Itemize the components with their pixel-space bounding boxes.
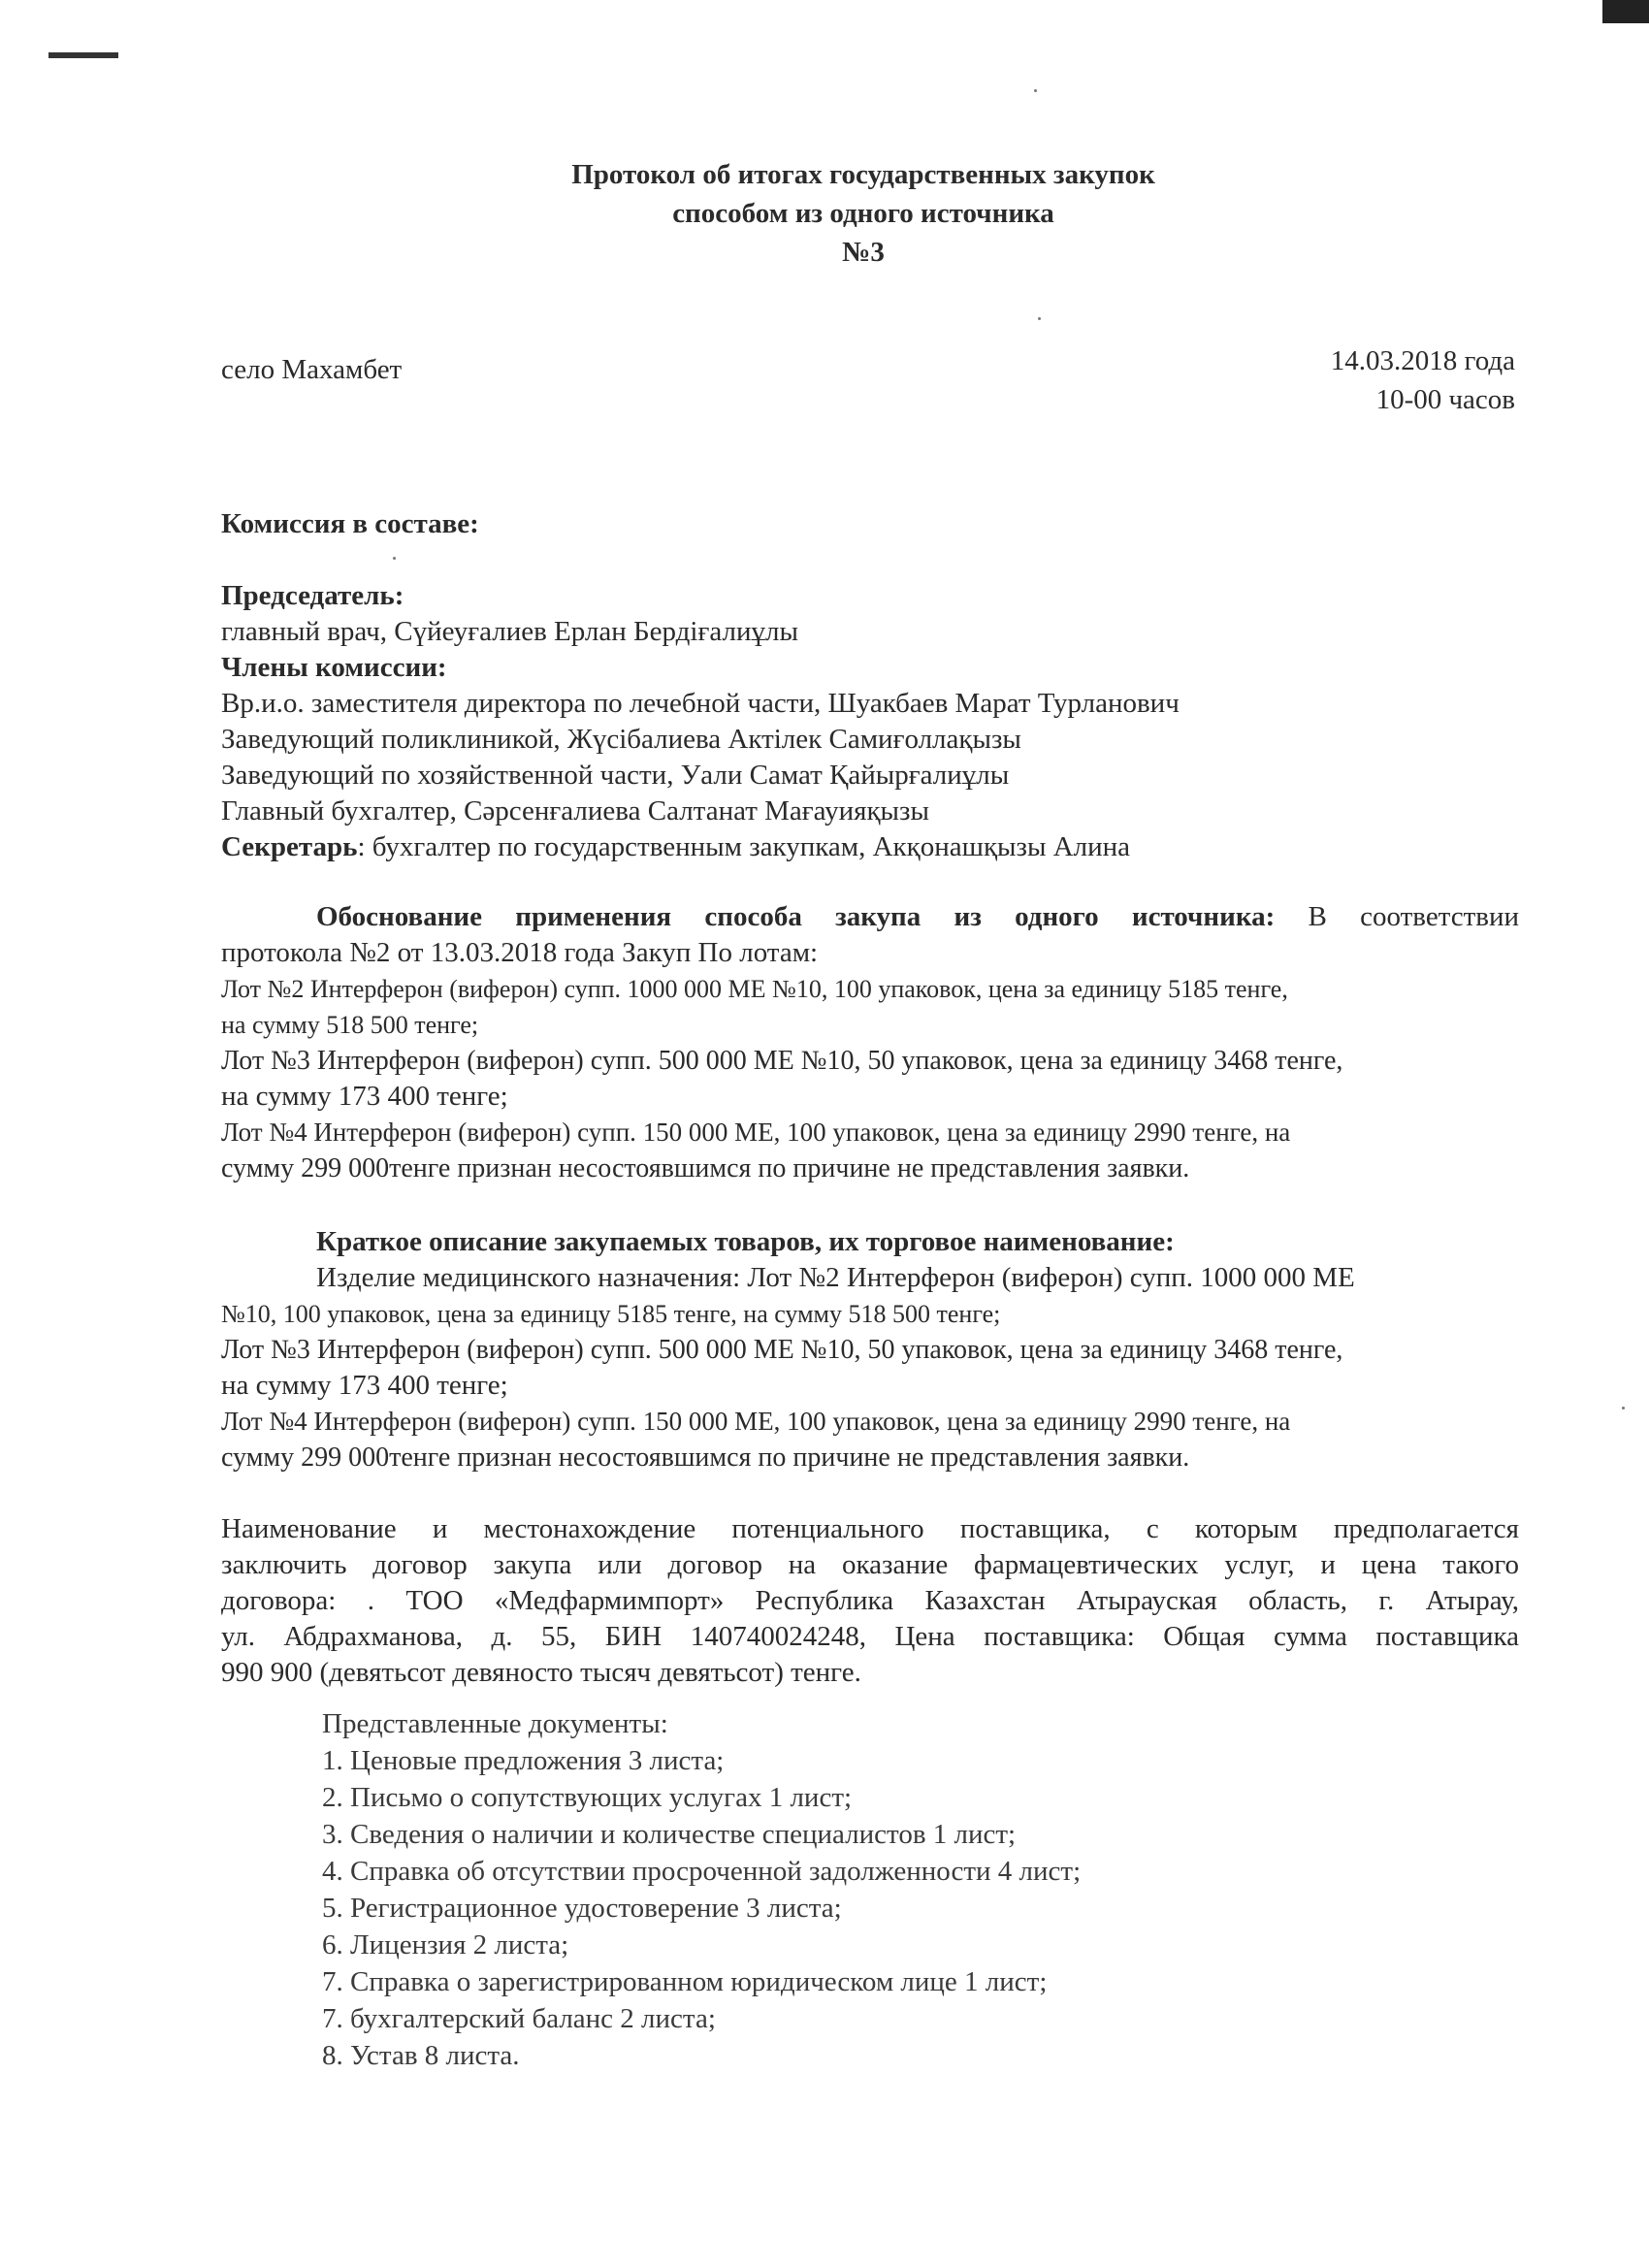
member: Заведующий по хозяйственной части, Уали Самат Қайырғалиұлы — [221, 760, 1010, 791]
document-item: 2. Письмо о сопутствующих услугах 1 лист; — [322, 1782, 853, 1813]
time: 10-00 часов — [1375, 384, 1515, 415]
justification-line: Лот №4 Интерферон (виферон) супп. 150 000 МЕ, 100 упаковок, цена за единицу 2990 тенге, на — [221, 1118, 1291, 1147]
scan-speck — [393, 557, 396, 560]
scan-speck — [1038, 317, 1041, 320]
chair-label: Председатель: — [221, 580, 404, 611]
justification-line: протокола №2 от 13.03.2018 года Закуп По лотам: — [221, 937, 819, 968]
member: Вр.и.о. заместителя директора по лечебной части, Шуакбаев Марат Турланович — [221, 688, 1180, 719]
description-line: №10, 100 упаковок, цена за единицу 5185 тенге, на сумму 518 500 тенге; — [221, 1300, 1001, 1328]
document-item: 7. Справка о зарегистрированном юридическом лице 1 лист; — [322, 1966, 1048, 1997]
scan-artifact — [1602, 0, 1649, 23]
title-line: Протокол об итогах государственных закупок — [571, 159, 1155, 190]
supplier-line: 990 900 (девятьсот девяносто тысяч девятьсот) тенге. — [221, 1657, 861, 1688]
justification-line: Лот №2 Интерферон (виферон) супп. 1000 000 МЕ №10, 100 упаковок, цена за единицу 5185 тенге, — [221, 975, 1288, 1003]
justification-heading: Обоснование применения способа закупа из одного источника: — [316, 901, 1276, 932]
scan-speck — [1034, 89, 1037, 92]
document-item: 7. бухгалтерский баланс 2 листа; — [322, 2003, 716, 2034]
supplier-line: договора: . ТОО «Медфармимпорт» Республика Казахстан Атырауская область, г. Атырау, — [221, 1585, 1519, 1616]
document-title — [0, 155, 1649, 272]
scan-artifact — [48, 52, 118, 58]
supplier-line: заключить договор закупа или договор на оказание фармацевтических услуг, и цена такого — [221, 1549, 1519, 1580]
document-item: 5. Регистрационное удостоверение 3 листа; — [322, 1893, 842, 1924]
justification-line: сумму 299 000тенге признан несостоявшимся по причине не представления заявки. — [221, 1153, 1190, 1183]
commission-heading: Комиссия в составе: — [221, 508, 479, 539]
description-line: сумму 299 000тенге признан несостоявшимся по причине не представления заявки. — [221, 1442, 1190, 1473]
date: 14.03.2018 года — [1330, 345, 1515, 376]
scan-speck — [1622, 1407, 1625, 1409]
description-line: Лот №3 Интерферон (виферон) супп. 500 000 МЕ №10, 50 упаковок, цена за единицу 3468 тенге, — [221, 1335, 1343, 1365]
supplier-line: ул. Абдрахманова, д. 55, БИН 140740024248, Цена поставщика: Общая сумма поставщика — [221, 1621, 1519, 1652]
title-number: №3 — [842, 237, 885, 268]
justification-line: на сумму 173 400 тенге; — [221, 1081, 508, 1112]
document-item: 4. Справка об отсутствии просроченной задолженности 4 лист; — [322, 1856, 1082, 1887]
member: Главный бухгалтер, Сәрсенғалиева Салтанат Мағауияқызы — [221, 795, 929, 826]
description-heading: Краткое описание закупаемых товаров, их торговое наименование: — [316, 1226, 1175, 1257]
documents-list — [322, 1705, 1081, 2074]
document-item: 1. Ценовые предложения 3 листа; — [322, 1745, 725, 1776]
justification-section — [221, 899, 1519, 1186]
secretary — [221, 829, 1519, 865]
document-item: 6. Лицензия 2 листа; — [322, 1929, 569, 1960]
supplier-section — [221, 1511, 1519, 1691]
secretary-value: : бухгалтер по государственным закупкам, Акқонашқызы Алина — [357, 831, 1131, 862]
justification-text: В соответствии — [1275, 901, 1519, 932]
document-item: 3. Сведения о наличии и количестве специалистов 1 лист; — [322, 1819, 1017, 1850]
secretary-label: Секретарь — [221, 831, 358, 862]
description-line: Изделие медицинского назначения: Лот №2 Интерферон (виферон) супп. 1000 000 МЕ — [316, 1262, 1355, 1293]
member: Заведующий поликлиникой, Жүсібалиева Актілек Самиғоллақызы — [221, 724, 1021, 755]
document-item: 8. Устав 8 листа. — [322, 2040, 520, 2071]
description-section — [221, 1224, 1519, 1475]
commission-members — [221, 578, 1519, 865]
description-line: Лот №4 Интерферон (виферон) супп. 150 000 МЕ, 100 упаковок, цена за единицу 2990 тенге, на — [221, 1407, 1291, 1436]
supplier-line: Наименование и местонахождение потенциального поставщика, с которым предполагается — [221, 1513, 1519, 1544]
description-line: на сумму 173 400 тенге; — [221, 1370, 508, 1401]
place: село Махамбет — [221, 354, 403, 385]
members-label: Члены комиссии: — [221, 652, 447, 683]
documents-heading: Представленные документы: — [322, 1708, 668, 1739]
justification-line: на сумму 518 500 тенге; — [221, 1011, 479, 1039]
chair: главный врач, Сүйеуғалиев Ерлан Бердіғалиұлы — [221, 616, 798, 647]
date-time — [1331, 341, 1515, 419]
justification-line: Лот №3 Интерферон (виферон) супп. 500 000 МЕ №10, 50 упаковок, цена за единицу 3468 тенге, — [221, 1046, 1343, 1076]
justification-first-line — [221, 899, 1519, 935]
commission-section — [221, 506, 1519, 542]
title-line: способом из одного источника — [672, 198, 1054, 229]
